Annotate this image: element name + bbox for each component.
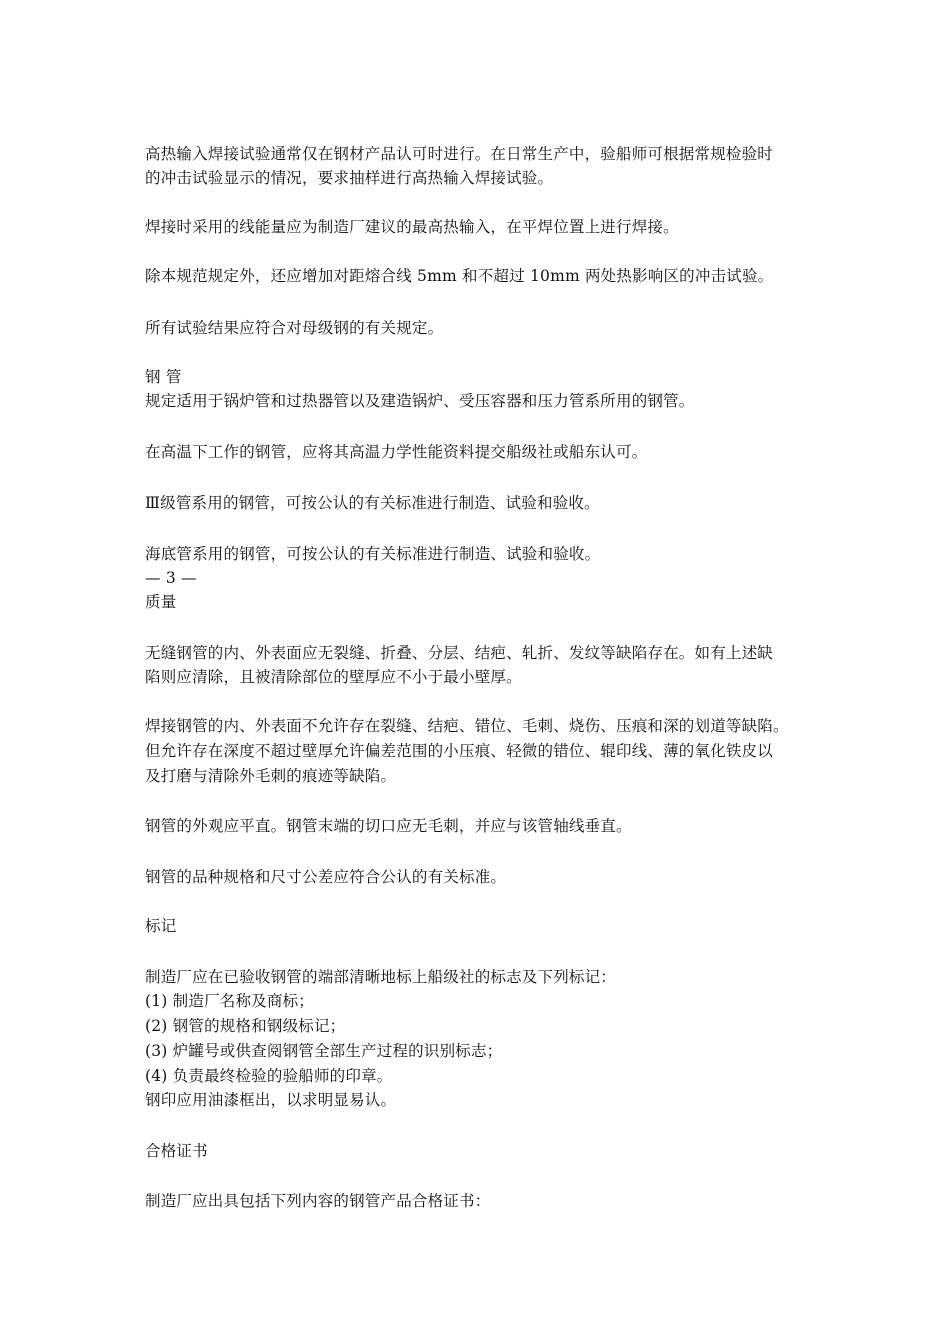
text-line: 制造厂应在已验收钢管的端部清晰地标上船级社的标志及下列标记： bbox=[145, 968, 617, 986]
text-line: 陷则应清除，且被清除部位的壁厚应不小于最小壁厚。 bbox=[145, 668, 522, 686]
list-item: (2) 钢管的规格和钢级标记； bbox=[145, 1017, 346, 1035]
section-heading: 合格证书 bbox=[145, 1142, 208, 1160]
text-line: 海底管系用的钢管，可按公认的有关标准进行制造、试验和验收。 bbox=[145, 545, 601, 563]
text-line: Ⅲ级管系用的钢管，可按公认的有关标准进行制造、试验和验收。 bbox=[145, 494, 600, 512]
text-line: 的冲击试验显示的情况，要求抽样进行高热输入焊接试验。 bbox=[145, 169, 554, 187]
text-line: 所有试验结果应符合对母级钢的有关规定。 bbox=[145, 319, 444, 337]
text-line: 制造厂应出具包括下列内容的钢管产品合格证书： bbox=[145, 1192, 491, 1210]
text-line: 焊接钢管的内、外表面不允许存在裂缝、结疤、错位、毛刺、烧伤、压痕和深的划道等缺陷。 bbox=[145, 717, 789, 735]
text-line: 无缝钢管的内、外表面应无裂缝、折叠、分层、结疤、轧折、发纹等缺陷存在。如有上述缺 bbox=[145, 644, 774, 662]
text-line: 钢印应用油漆框出，以求明显易认。 bbox=[145, 1091, 397, 1109]
text-line: 及打磨与清除外毛刺的痕迹等缺陷。 bbox=[145, 767, 397, 785]
text-line: 焊接时采用的线能量应为制造厂建议的最高热输入，在平焊位置上进行焊接。 bbox=[145, 218, 679, 236]
text-line: 除本规范规定外，还应增加对距熔合线 5mm 和不超过 10mm 两处热影响区的冲击试验。 bbox=[145, 267, 774, 285]
text-line: 但允许存在深度不超过壁厚允许偏差范围的小压痕、轻微的错位、辊印线、薄的氧化铁皮以 bbox=[145, 742, 774, 760]
text-line: 钢管的品种规格和尺寸公差应符合公认的有关标准。 bbox=[145, 868, 507, 886]
list-item: (4) 负责最终检验的验船师的印章。 bbox=[145, 1067, 393, 1085]
list-item: (1) 制造厂名称及商标； bbox=[145, 992, 314, 1010]
text-line: 高热输入焊接试验通常仅在钢材产品认可时进行。在日常生产中，验船师可根据常规检验时 bbox=[145, 145, 774, 163]
section-heading: 标记 bbox=[145, 917, 177, 935]
page-number: — 3 — bbox=[145, 569, 197, 587]
list-item: (3) 炉罐号或供查阅钢管全部生产过程的识别标志； bbox=[145, 1042, 503, 1060]
section-heading: 钢 管 bbox=[145, 368, 182, 386]
text-line: 规定适用于锅炉管和过热器管以及建造锅炉、受压容器和压力管系所用的钢管。 bbox=[145, 392, 695, 410]
section-heading: 质量 bbox=[145, 593, 177, 611]
text-line: 钢管的外观应平直。钢管末端的切口应无毛刺，并应与该管轴线垂直。 bbox=[145, 817, 632, 835]
text-line: 在高温下工作的钢管，应将其高温力学性能资料提交船级社或船东认可。 bbox=[145, 443, 648, 461]
